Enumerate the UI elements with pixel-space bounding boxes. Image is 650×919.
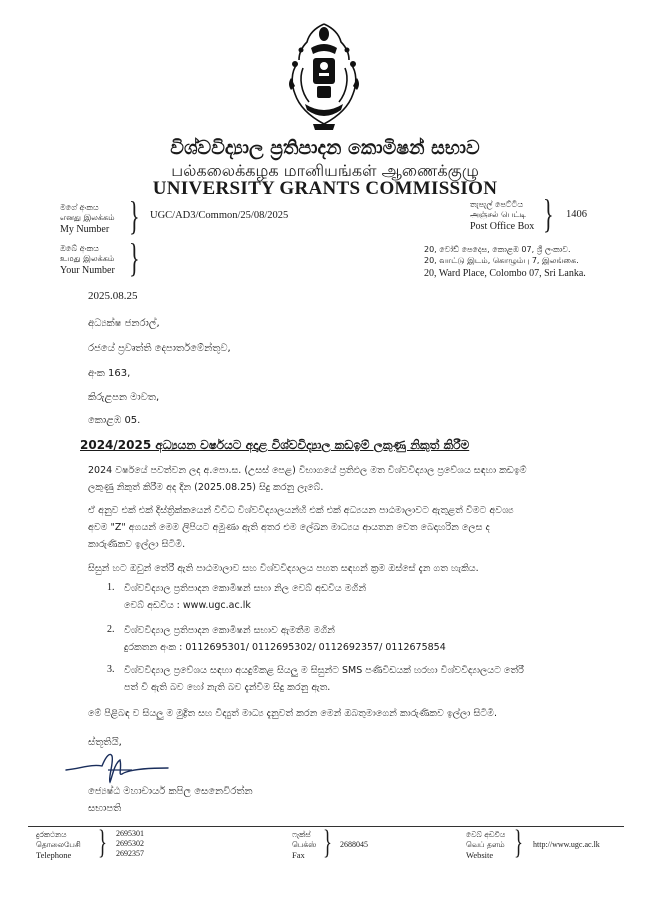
paragraph-line: ඒ අනුව එක් එක් දිස්ත්‍රික්කයෙන් විවිධ විශ්වවිද්‍යාලයන්හි එක් එක් අධ්‍යයන පාඨමාලාවට ඇතුළත් වීමට අවශ්‍ය [88,505,514,516]
your-number-label-ta: உமது இலக்கம் [60,254,115,263]
list-item [124,580,604,614]
brace-po-box: } [543,191,554,236]
recipient-line: අධ්‍යක්ෂ ජනරාල්, [88,318,160,329]
list-number: 3. [107,664,115,675]
address-si: 20, වෝඩ් පෙදෙස, කොළඹ 07, ශ්‍රී ලංකාව. [424,245,571,254]
fax-label-en: Fax [292,850,305,860]
my-number-label-ta: எனது இலக்கம் [60,213,115,222]
address-ta: 20, வாட்டு இடம், கொழும்பு 7, இலங்கை. [424,256,579,265]
list-item-line: විශ්වවිද්‍යාල ප්‍රතිපාදන කොමිෂන් සභාව ඇමතීම මගින් [124,625,335,636]
letter-subject: 2024/2025 අධ්‍යයන වර්ෂයට අදාළ විශ්වවිද්‍යාල කඩඉම් ලකුණු නිකුත් කිරීම [80,438,470,452]
website-label-ta: வெப் தளம் [466,840,505,849]
address-en: 20, Ward Place, Colombo 07, Sri Lanka. [424,268,586,279]
list-item [124,662,604,696]
list-item-line: දුරකතන අංක : 0112695301/ 0112695302/ 0112692357/ 0112675854 [124,642,446,653]
telephone-value: 2692357 [116,849,144,858]
list-number: 2. [107,624,115,635]
telephone-value: 2695302 [116,839,144,848]
fax-value: 2688045 [340,840,368,849]
ugc-crest-logo [283,20,365,134]
po-box-value: 1406 [566,209,587,220]
paragraph-line: ලකුණු නිකුත් කිරීම අද දින (2025.08.25) සිදු කරනු ලැබේ. [88,482,324,493]
list-item-line: විශ්වවිද්‍යාල ප්‍රතිපාදන කොමිෂන් සභා නිල වෙබ් අඩවිය මගින් [124,583,367,594]
my-number-label-si: මගේ අංකය [60,203,99,212]
brace-your-number: } [129,235,140,280]
fax-label-ta: பெக்ஸ் [292,840,317,849]
paragraph-line: 2024 වර්ෂයේ පවත්වන ලද අ.පො.ස. (උසස් පෙළ) විභාගයේ ප්‍රතිඵල මත විශ්වවිද්‍යාල ප්‍රවේශය සඳහා කඩඉම් [88,465,527,476]
brace-fax: } [323,824,332,861]
website-label-en: Website [466,850,494,860]
paragraph-line: අවම "Z" අගයන් මෙම ලිපියට අමුණා ඇති අතර එම ලේඛන මාධ්‍යය ආයතන වෙත බෙදාහරින ලෙස ද [88,522,490,533]
po-box-label-ta: அஞ்சல் பெட்டி [470,210,527,219]
fax-label-si: ෆැක්ස් [292,830,311,839]
paragraph-3: සිසුන් හට ඔවුන් තේරී ඇති පාඨමාලාව සහ විශ්වවිද්‍යාලය පහත සඳහන් ක්‍රම ඔස්සේ දැන ගත හැකිය. [88,563,479,574]
recipient-line: කොළඹ 05. [88,415,141,426]
recipient-line: අංක 163, [88,368,131,379]
telephone-label-si: දුරකථනය [36,830,67,839]
my-number-value: UGC/AD3/Common/25/08/2025 [150,210,289,221]
your-number-label-si: ඔබේ අංකය [60,244,99,253]
po-box-label-en: Post Office Box [470,221,535,232]
telephone-value: 2695301 [116,829,144,838]
signatory-title: සභාපති [88,803,122,814]
telephone-label-en: Telephone [36,850,72,860]
brace-telephone: } [98,824,107,861]
list-number: 1. [107,582,115,593]
signatory-name: ජ්‍යෙෂ්ඨ මහාචාර්ය කපිල සෙනෙවිරත්න [88,786,253,797]
paragraph-4: මේ පිළිබඳ ව සියලු ම මුද්‍රිත සහ විද්‍යුත් මාධ්‍ය දැනුවත් කරන මෙන් ඔබතුමාගෙන් කාරුණිකව ඉල්ලා සිටිමි. [88,708,497,719]
recipient-line: කිරුළපන මාවත, [88,392,160,403]
list-item-line: පත් වී ඇති බව හෝ නැති බව දැන්වීම සිදු කරනු ඇත. [124,682,331,693]
po-box-label-si: තැපැල් පෙට්ටිය [470,200,524,209]
signature-image [62,750,172,786]
telephone-label-ta: தொலைபேசி [36,840,81,849]
brace-website: } [514,824,523,861]
org-name-english: UNIVERSITY GRANTS COMMISSION [152,178,498,199]
org-name-sinhala: විශ්වවිද්‍යාල ප්‍රතිපාදන කොමිෂන් සභාව [170,137,480,159]
website-link[interactable]: http://www.ugc.ac.lk [533,840,600,849]
closing: ස්තූතියි, [88,737,122,748]
paragraph-1 [88,462,608,496]
org-name-tamil: பல்கலைக்கழக மானியங்கள் ஆணைக்குழு [171,161,479,180]
letter-date: 2025.08.25 [88,290,138,302]
website-label-si: වෙබ් අඩවිය [466,830,506,839]
recipient-line: රජයේ ප්‍රවෘත්ති දෙපාර්තමේන්තුව, [88,343,231,354]
my-number-label-en: My Number [60,224,110,235]
brace-my-number: } [129,193,140,238]
paragraph-2 [88,502,608,553]
list-item-line: විශ්වවිද්‍යාල ප්‍රවේශය සඳහා අයදුම්කළ සියලු ම සිසුන්ට SMS පණිවිඩයක් හරහා විශ්වවිද්‍යාලයට තේරී [124,665,524,676]
your-number-label-en: Your Number [60,265,115,276]
list-item-line: වෙබ් අඩවිය : www.ugc.ac.lk [124,600,251,611]
paragraph-line: කාරුණිකව ඉල්ලා සිටිමි. [88,539,186,550]
list-item [124,622,604,656]
